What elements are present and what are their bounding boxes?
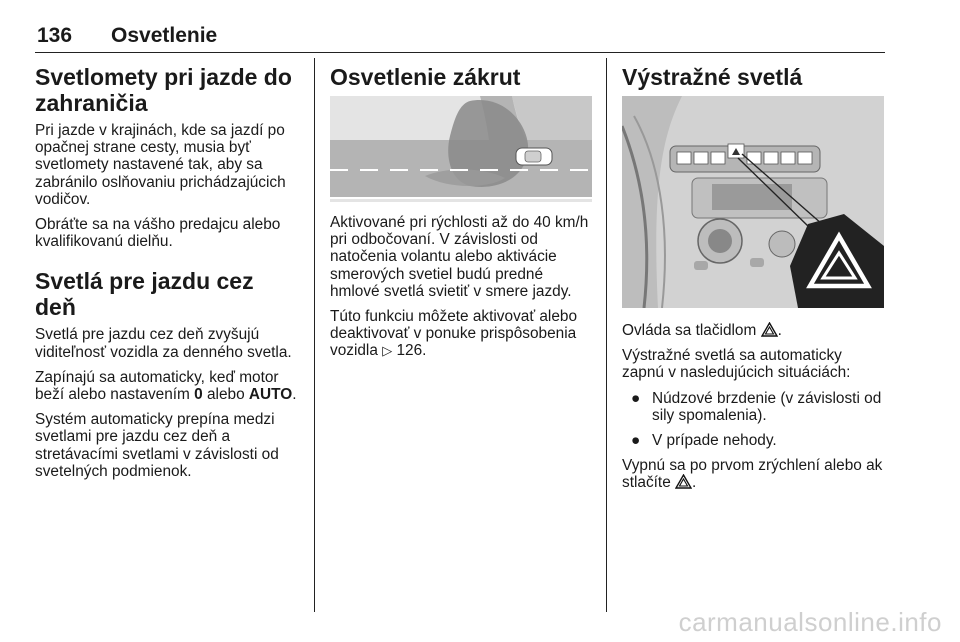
text-span: Vypnú sa po prvom zrýchlení alebo ak stlačíte — [622, 457, 883, 492]
list-item — [622, 432, 887, 449]
paragraph — [622, 322, 887, 339]
triangle-reference-icon: ▷ — [382, 343, 393, 359]
paragraph: Systém automaticky prepína medzi svetlami pre jazdu cez deň a stretávacími svetlami v závislosti od svetelných podmienok. — [35, 411, 279, 480]
text-span: 126. — [392, 342, 427, 360]
text-span: . — [292, 386, 297, 404]
paragraph: Obráťte sa na vášho predajcu alebo kvalifikovanú dielňu. — [35, 216, 281, 251]
column-1 — [35, 60, 297, 488]
column-2 — [330, 60, 595, 368]
bold-auto: AUTO — [248, 386, 293, 404]
page-number: 136 — [37, 24, 73, 47]
cornering-light-illustration — [330, 96, 592, 202]
column-divider-2 — [606, 58, 607, 612]
list-item-text: Núdzové brzdenie (v závislosti od sily spomalenia). — [652, 389, 882, 424]
bullet: ● — [631, 389, 641, 407]
paragraph: Výstražné svetlá sa automaticky zapnú v nasledujúcich situáciách: — [622, 347, 851, 382]
page-header — [35, 22, 885, 53]
column-divider-1 — [314, 58, 315, 612]
paragraph: Aktivované pri rýchlosti až do 40 km/h pri odbočovaní. V závislosti od natočenia volantu alebo aktivácie smerových svetiel budú predné hmlové svetlá svietiť v smere jazdy. — [330, 214, 589, 300]
paragraph — [622, 457, 887, 491]
hazard-switch-illustration — [622, 96, 884, 308]
hazard-warning-icon — [675, 474, 692, 489]
column-3 — [622, 60, 887, 500]
paragraph: Pri jazde v krajinách, kde sa jazdí po opačnej strane cesty, musia byť svetlomety nastavené tak, aby sa zabránilo oslňovaniu prichádzajúcich vodičov. — [35, 122, 286, 208]
text-span: Zapínajú sa automaticky, keď motor beží alebo nastavením — [35, 368, 279, 404]
heading-headlights-abroad: Svetlomety pri jazde do zahraničia — [35, 64, 292, 116]
text-span: . — [777, 322, 782, 339]
watermark: carmanualsonline.info — [678, 607, 942, 637]
text-span: . — [692, 474, 697, 492]
situation-list — [622, 390, 887, 450]
text-span: alebo — [202, 386, 249, 404]
heading-hazard-lights: Výstražné svetlá — [622, 64, 803, 90]
hazard-warning-icon — [761, 322, 778, 337]
paragraph — [330, 308, 595, 360]
bullet: ● — [631, 432, 641, 450]
bold-zero: 0 — [194, 386, 203, 404]
text-span: Ovláda sa tlačidlom — [622, 322, 761, 339]
list-item-text: V prípade nehody. — [652, 432, 777, 450]
heading-cornering-lights: Osvetlenie zákrut — [330, 64, 521, 90]
paragraph — [35, 369, 297, 403]
paragraph: Svetlá pre jazdu cez deň zvyšujú viditeľnosť vozidla za denného svetla. — [35, 326, 292, 361]
chapter-title: Osvetlenie — [111, 24, 218, 47]
heading-daytime-lights: Svetlá pre jazdu cez deň — [35, 268, 254, 321]
list-item — [622, 390, 887, 424]
text-span: Túto funkciu môžete aktivovať alebo deaktivovať v ponuke prispôsobenia vozidla — [330, 308, 578, 360]
